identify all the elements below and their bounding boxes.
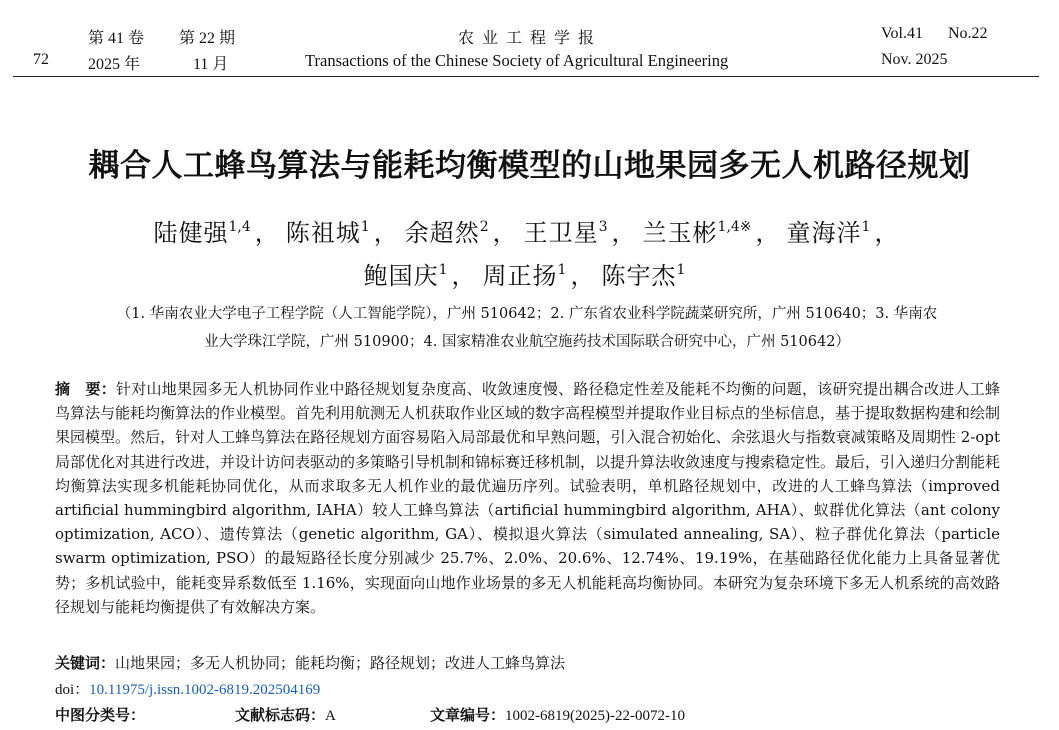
author-name: 余超然 [404,219,480,247]
document-code-label: 文献标志码： [235,706,326,724]
header-rule [13,76,1039,77]
header-issue: 第 22 期 [179,30,236,47]
author-separator: ， [874,219,900,247]
abstract-text: 针对山地果园多无人机协同作业中路径规划复杂度高、收敛速度慢、路径稳定性差及能耗不均衡的问题，该研究提出耦合改进人工蜂鸟算法与能耗均衡算法的作业模型。首先利用航测无人机获取作业区域的数字高程模型并提取作业目标点的坐标信息，基于提取数据构建和绘制果园模型。然后，针对人工蜂鸟算法在路径规划方面容易陷入局部最优和早熟问题，引入混合初始化、余弦退火与指数衰减策略及周期性 2-opt 局部优化对其进行改进，并设计访问表驱动的多策略引导机制和锦标赛迁移机制，以提升算法收敛速度与搜索稳定性。最后，引入递归分割能耗均衡算法实现多机能耗协同优化，从而求取多无人机作业的最优遍历序列。试验表明，单机路径规划中，改进的人工蜂鸟算法（improved artificial hummingbird algorithm, IAHA）较人工蜂鸟算法（artificial hummingbird algorithm, AHA）、蚁群优化算法（ant colony optimization, ACO）、遗传算法（genetic algorithm, GA）、模拟退火算法（simulated annealing, SA）、粒子群优化算法（particle swarm optimization, PSO）的最短路径长度分别减少 25.7%、2.0%、20.6%、12.74%、19.19%，在基础路径优化能力上具备显著优势；多机试验中，能耗变异系数低至 1.16%，实现面向山地作业场景的多无人机能耗高均衡协同。本研究为复杂环境下多无人机系统的高效路径规划与能耗均衡提供了有效解决方案。 [55,380,1001,616]
article-number [430,704,685,725]
header-month: 11 月 [193,56,229,73]
abstract [55,377,1000,619]
header-no-en: No.22 [948,25,988,42]
author-name: 王卫星 [523,219,599,247]
author-name: 陆健强 [153,219,229,247]
author-affiliation-marker: 1 [861,219,871,235]
keywords [55,652,565,673]
author-affiliation-marker: 3 [598,219,608,235]
header-journal-en: Transactions of the Chinese Society of Agricultural Engineering [305,51,729,70]
author-separator: ， [611,219,637,247]
author-name: 陈祖城 [285,219,361,247]
author-affiliation-marker: 1 [360,219,370,235]
doi [55,678,320,699]
author-separator: ， [570,262,596,290]
author-name: 童海洋 [786,219,862,247]
header-journal-cn: 农 业 工 程 学 报 [458,30,597,47]
author-separator: ， [755,219,781,247]
author-separator: ， [492,219,518,247]
article-number-value: 1002-6819(2025)-22-0072-10 [505,708,685,724]
keywords-label: 关键词： [55,654,116,672]
clc-label: 中图分类号： [55,706,146,724]
author-name: 陈宇杰 [601,262,677,290]
author-separator: ， [373,219,399,247]
author-list-line-2 [0,256,1059,291]
author-separator: ， [254,219,280,247]
doi-label: doi： [55,682,90,698]
author-separator: ， [451,262,477,290]
author-affiliation-marker: 1,4※ [717,219,752,235]
author-name: 鲍国庆 [363,262,439,290]
article-number-label: 文章编号： [430,706,506,724]
author-list-line-1 [0,213,1059,248]
author-name: 周正扬 [482,262,558,290]
affiliations [22,300,1032,356]
abstract-label: 摘 要： [55,380,116,398]
header-volume: 第 41 卷 [88,30,145,47]
author-affiliation-marker: 1 [557,262,567,278]
clc [55,704,145,725]
affiliation-line-2: 业大学珠江学院，广州 510900；4. 国家精准农业航空施药技术国际联合研究中心，广州 510642） [204,334,850,350]
document-code [235,704,336,725]
doi-link[interactable]: 10.11975/j.issn.1002-6819.202504169 [89,682,321,698]
author-affiliation-marker: 1 [438,262,448,278]
document-code-value: A [325,708,336,724]
keywords-text: 山地果园；多无人机协同；能耗均衡；路径规划；改进人工蜂鸟算法 [115,654,566,672]
paper-title: 耦合人工蜂鸟算法与能耗均衡模型的山地果园多无人机路径规划 [88,148,971,184]
header-vol-en: Vol.41 [881,25,923,42]
header-year: 2025 年 [88,56,141,73]
author-affiliation-marker: 2 [479,219,489,235]
author-name: 兰玉彬 [642,219,718,247]
header-date-en: Nov. 2025 [881,51,948,68]
author-affiliation-marker: 1,4 [228,219,251,235]
author-affiliation-marker: 1 [676,262,686,278]
affiliation-line-1: （1. 华南农业大学电子工程学院（人工智能学院），广州 510642；2. 广东省农业科学院蔬菜研究所，广州 510640；3. 华南农 [116,306,938,322]
page-number: 72 [33,51,49,68]
